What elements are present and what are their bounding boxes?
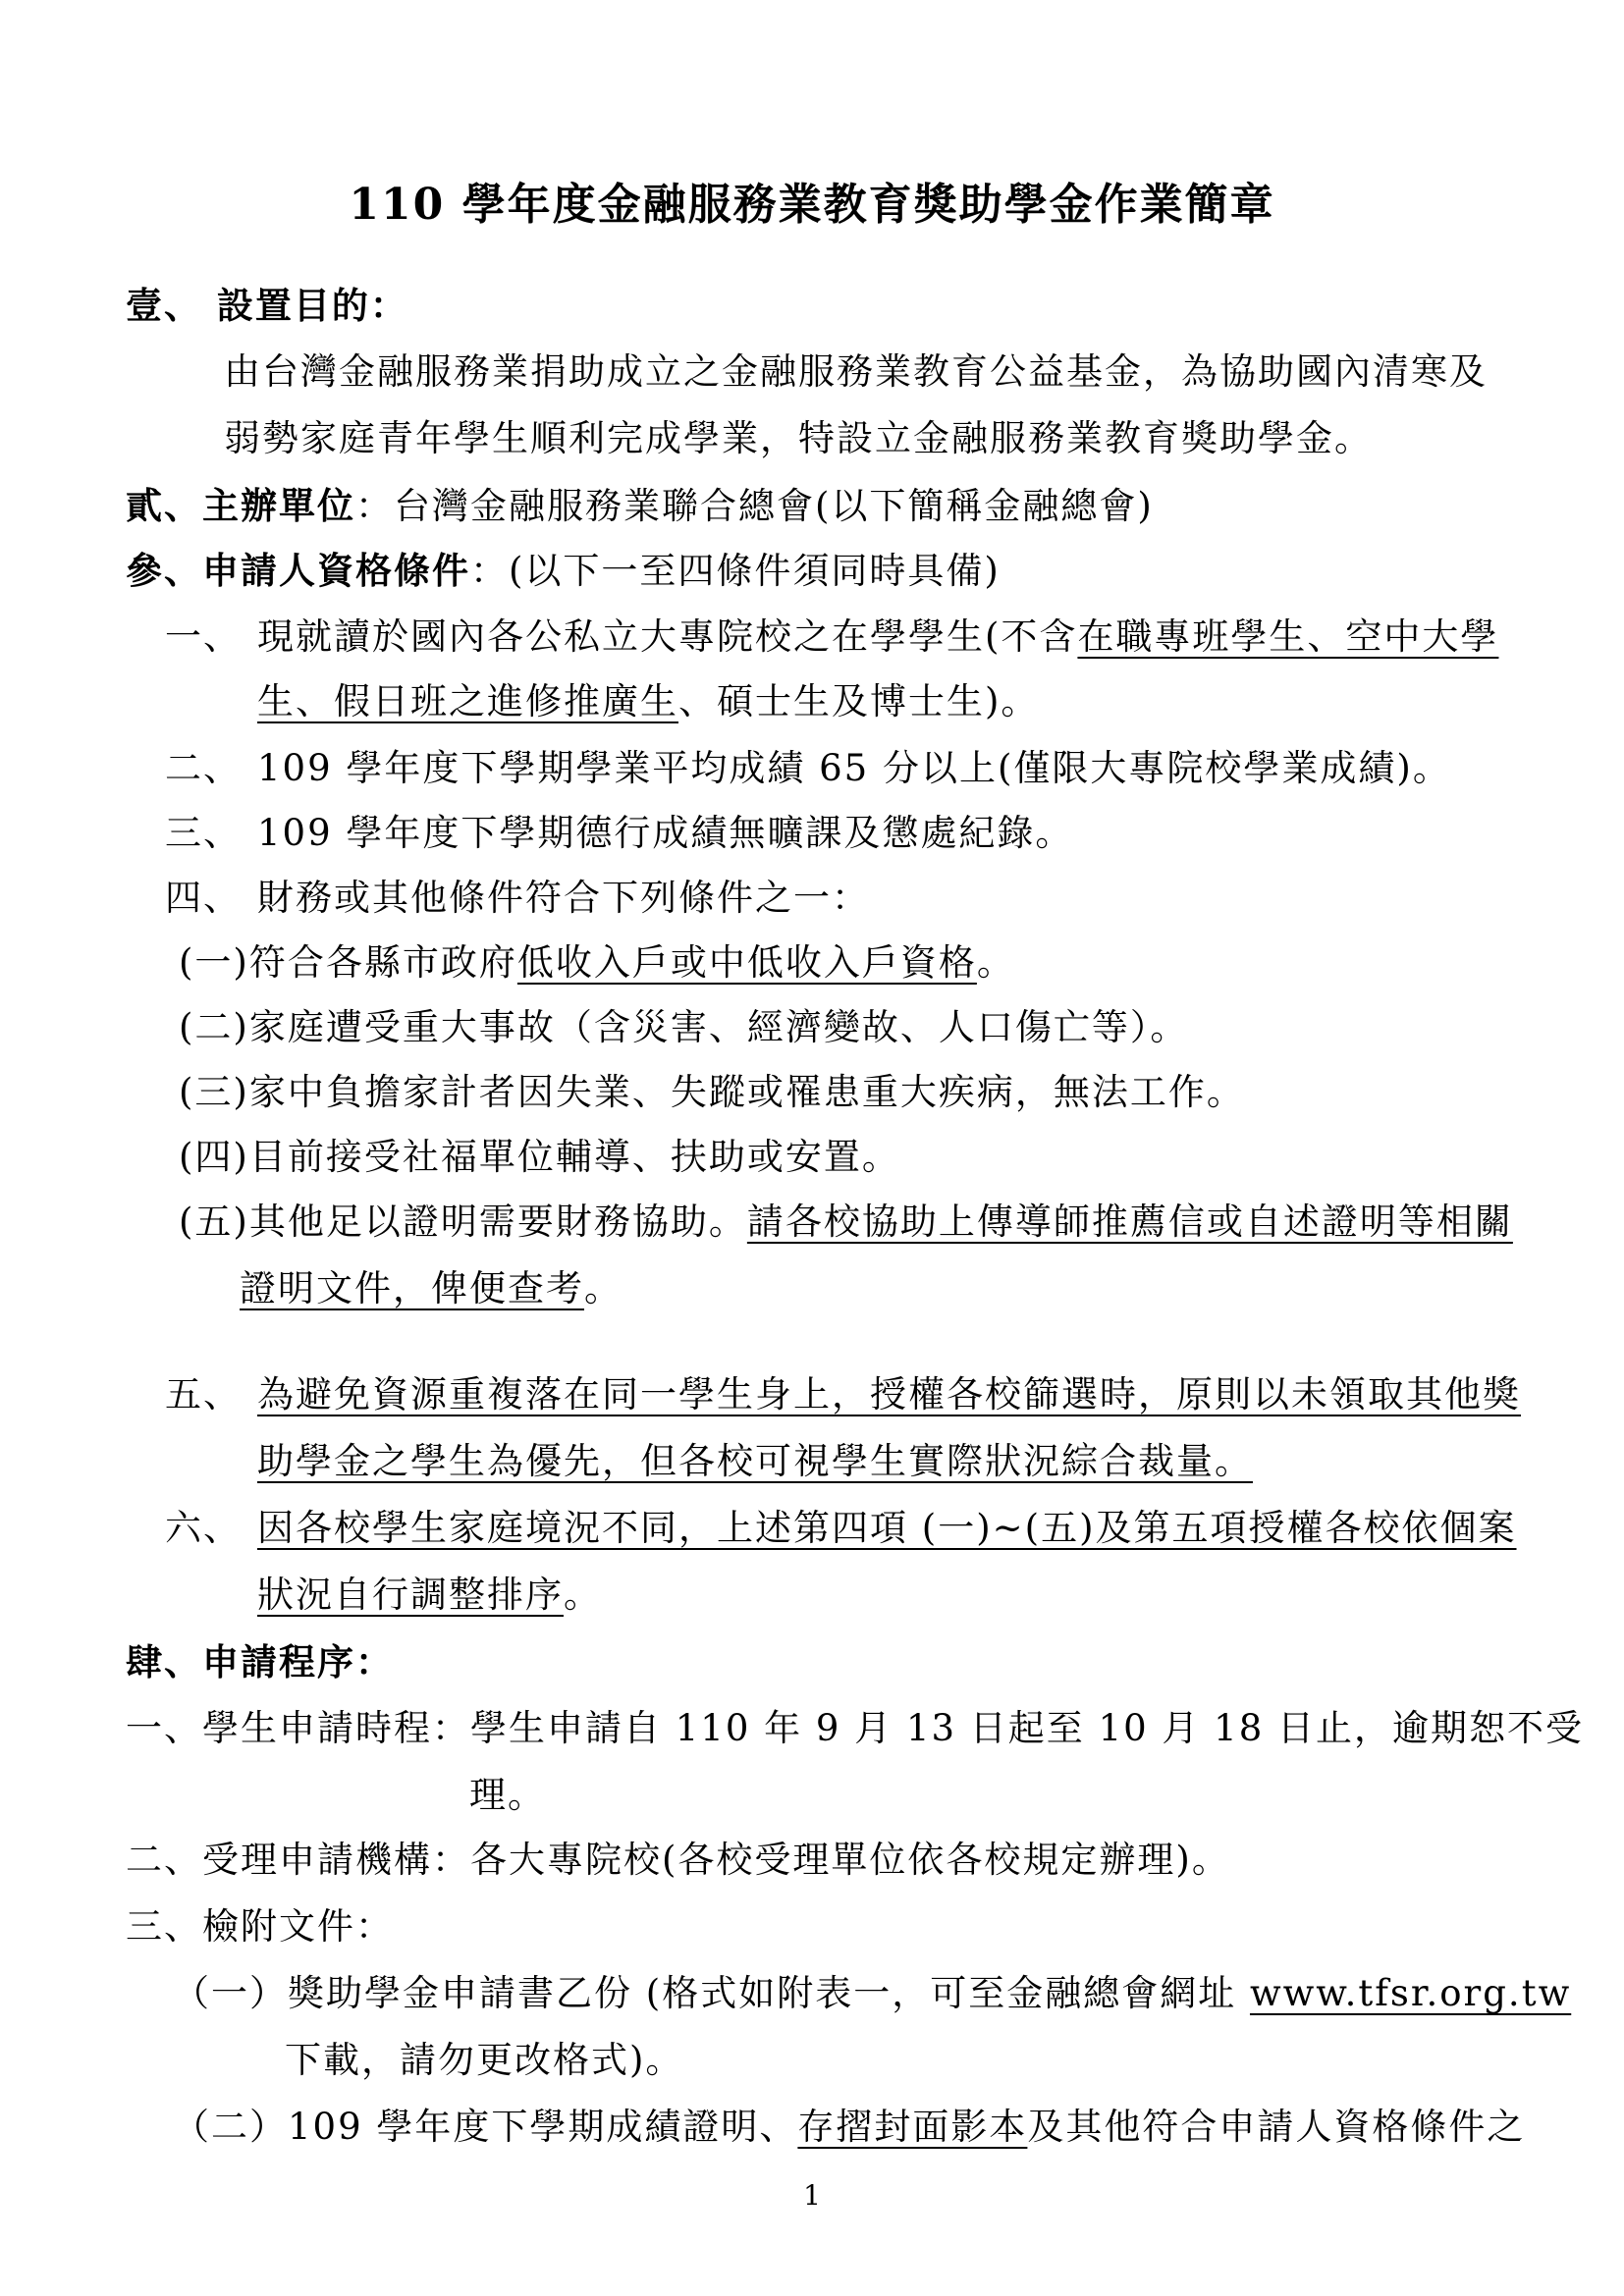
document-2-text-a: （二）109 學年度下學期成績證明、 — [173, 2106, 798, 2148]
document-2-text-b: 及其他符合申請人資格條件之 — [1027, 2106, 1526, 2148]
section-3-line — [126, 548, 1001, 594]
subitem-5-line-2 — [240, 1266, 623, 1311]
subitem-1-text-a: (一)符合各縣市政府 — [179, 941, 517, 984]
document-1-line-2: 下載，請勿更改格式)。 — [285, 2039, 684, 2081]
item-1-underlined-a: 在職專班學生、空中大學 — [1077, 615, 1499, 658]
item-6-text-b: 。 — [564, 1574, 602, 1616]
item-6-underlined: 狀況自行調整排序 — [257, 1574, 564, 1616]
subitem-1 — [179, 940, 1015, 986]
section-3-heading: 參、申請人資格條件 — [126, 549, 470, 592]
item-5-number: 五、 — [165, 1373, 242, 1415]
section-1-line-1: 由台灣金融服務業捐助成立之金融服務業教育公益基金，為協助國內清寒及 — [224, 350, 1488, 393]
section-3-text: ：(以下一至四條件須同時具備) — [470, 550, 1001, 592]
subitem-5-line-1 — [179, 1200, 1513, 1245]
section-1-heading: 壹、 設置目的： — [126, 284, 408, 327]
subitem-5-text-b: 。 — [584, 1267, 623, 1309]
item-1-underlined-b: 生、假日班之進修推廣生 — [257, 680, 678, 722]
subitem-5-underlined-2: 證明文件，俾便查考 — [240, 1267, 584, 1309]
section-4-heading: 肆、申請程序： — [126, 1640, 394, 1683]
subitem-4: (四)目前接受社福單位輔導、扶助或安置。 — [179, 1136, 900, 1178]
procedure-1-line-2: 理。 — [469, 1774, 546, 1816]
page-title: 110 學年度金融服務業教育獎助學金作業簡章 — [349, 180, 1275, 230]
item-4-text: 財務或其他條件符合下列條件之一： — [257, 877, 870, 919]
page-number: 1 — [803, 2179, 821, 2212]
item-1-text-a: 現就讀於國內各公私立大專院校之在學學生(不含 — [257, 615, 1078, 658]
subitem-1-text-b: 。 — [976, 941, 1015, 984]
section-2-text: ：台灣金融服務業聯合總會(以下簡稱金融總會) — [355, 485, 1154, 527]
document-2-underlined: 存摺封面影本 — [797, 2106, 1028, 2148]
document-2-line-1 — [173, 2105, 1525, 2150]
item-2-number: 二、 — [165, 747, 242, 789]
subitem-1-underlined: 低收入戶或中低收入戶資格 — [516, 941, 977, 984]
item-5-line-2: 助學金之學生為優先，但各校可視學生實際狀況綜合裁量。 — [257, 1440, 1253, 1482]
procedure-1-line-1: 一、學生申請時程：學生申請自 110 年 9 月 13 日起至 10 月 18 日止，逾期恕不受 — [126, 1707, 1585, 1749]
item-1-text-b: 、碩士生及博士生)。 — [678, 680, 1040, 722]
item-3-number: 三、 — [165, 812, 242, 854]
document-1-line-1 — [173, 1971, 1571, 2016]
item-1-line-2 — [257, 679, 1039, 724]
item-6-number: 六、 — [165, 1507, 242, 1549]
item-5-line-1: 為避免資源重複落在同一學生身上，授權各校篩選時，原則以未領取其他獎 — [257, 1373, 1521, 1415]
website-link[interactable]: www.tfsr.org.tw — [1249, 1972, 1572, 2014]
procedure-3: 三、檢附文件： — [126, 1905, 394, 1948]
section-2-line — [126, 483, 1154, 529]
item-4-number: 四、 — [165, 877, 242, 919]
item-3-text: 109 學年度下學期德行成績無曠課及懲處紀錄。 — [257, 812, 1074, 854]
subitem-2: (二)家庭遭受重大事故（含災害、經濟變故、人口傷亡等）。 — [179, 1006, 1189, 1048]
subitem-5-underlined: 請各校協助上傳導師推薦信或自述證明等相關 — [746, 1201, 1513, 1243]
document-1-text: （一）獎助學金申請書乙份 (格式如附表一，可至金融總會網址 — [173, 1972, 1250, 2014]
subitem-3: (三)家中負擔家計者因失業、失蹤或罹患重大疾病，無法工作。 — [179, 1071, 1245, 1113]
section-2-heading: 貳、主辦單位 — [126, 484, 355, 527]
item-6-line-2 — [257, 1573, 602, 1618]
item-6-line-1: 因各校學生家庭境況不同，上述第四項 (一)~(五)及第五項授權各校依個案 — [257, 1507, 1517, 1549]
section-1-line-2: 弱勢家庭青年學生順利完成學業，特設立金融服務業教育獎助學金。 — [224, 417, 1373, 459]
procedure-2: 二、受理申請機構：各大專院校(各校受理單位依各校規定辦理)。 — [126, 1839, 1230, 1881]
item-2-text: 109 學年度下學期學業平均成績 65 分以上(僅限大專院校學業成績)。 — [257, 747, 1451, 789]
item-1-number: 一、 — [165, 615, 242, 658]
subitem-5-text-a: (五)其他足以證明需要財務協助。 — [179, 1201, 747, 1243]
item-1-line-1 — [257, 614, 1498, 660]
